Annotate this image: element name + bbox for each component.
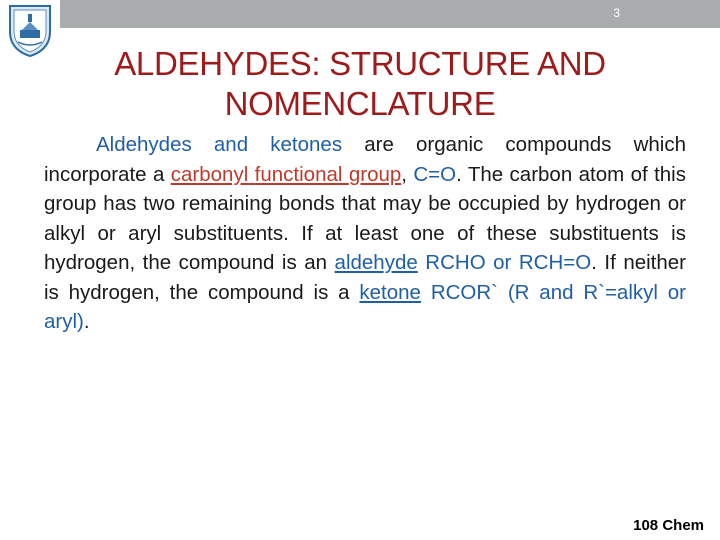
text-ketone-formula: RCOR` (R and R`=alkyl or aryl) — [44, 280, 686, 333]
course-label: 108 Chem — [633, 517, 704, 534]
text-segment: . If neither is hydrogen, the compound is a — [44, 251, 686, 304]
header-bar — [60, 0, 720, 28]
text-segment: , — [401, 162, 414, 186]
slide-number: 3 — [613, 6, 620, 20]
text-segment: . The carbon atom of this group has two remaining bonds that may be occupied by hydrogen or alkyl or aryl substituents. If at least one of these substituents is hydrogen, the compound is an — [44, 162, 686, 274]
link-functional[interactable]: functional — [254, 162, 343, 186]
university-emblem-icon — [4, 2, 56, 58]
link-ketone[interactable]: ketone — [359, 280, 421, 304]
link-group[interactable]: group — [348, 162, 402, 186]
text-aldehydes-ketones: Aldehydes and ketones — [96, 133, 343, 156]
text-segment: . — [83, 310, 90, 333]
link-aldehyde[interactable]: aldehyde — [334, 251, 418, 274]
link-carbonyl[interactable]: carbonyl — [170, 162, 249, 186]
title-line-1: ALDEHYDES: STRUCTURE AND — [114, 45, 606, 82]
text-carbonyl-formula: C=O — [413, 162, 457, 186]
text-aldehyde-formula: RCHO or RCH=O — [425, 251, 592, 274]
text-segment — [421, 281, 431, 304]
slide-title — [60, 44, 660, 124]
text-segment: are organic compounds which incorporate a — [44, 133, 686, 186]
title-line-2: NOMENCLATURE — [224, 85, 496, 122]
body-paragraph — [44, 130, 686, 337]
university-logo — [4, 2, 56, 58]
